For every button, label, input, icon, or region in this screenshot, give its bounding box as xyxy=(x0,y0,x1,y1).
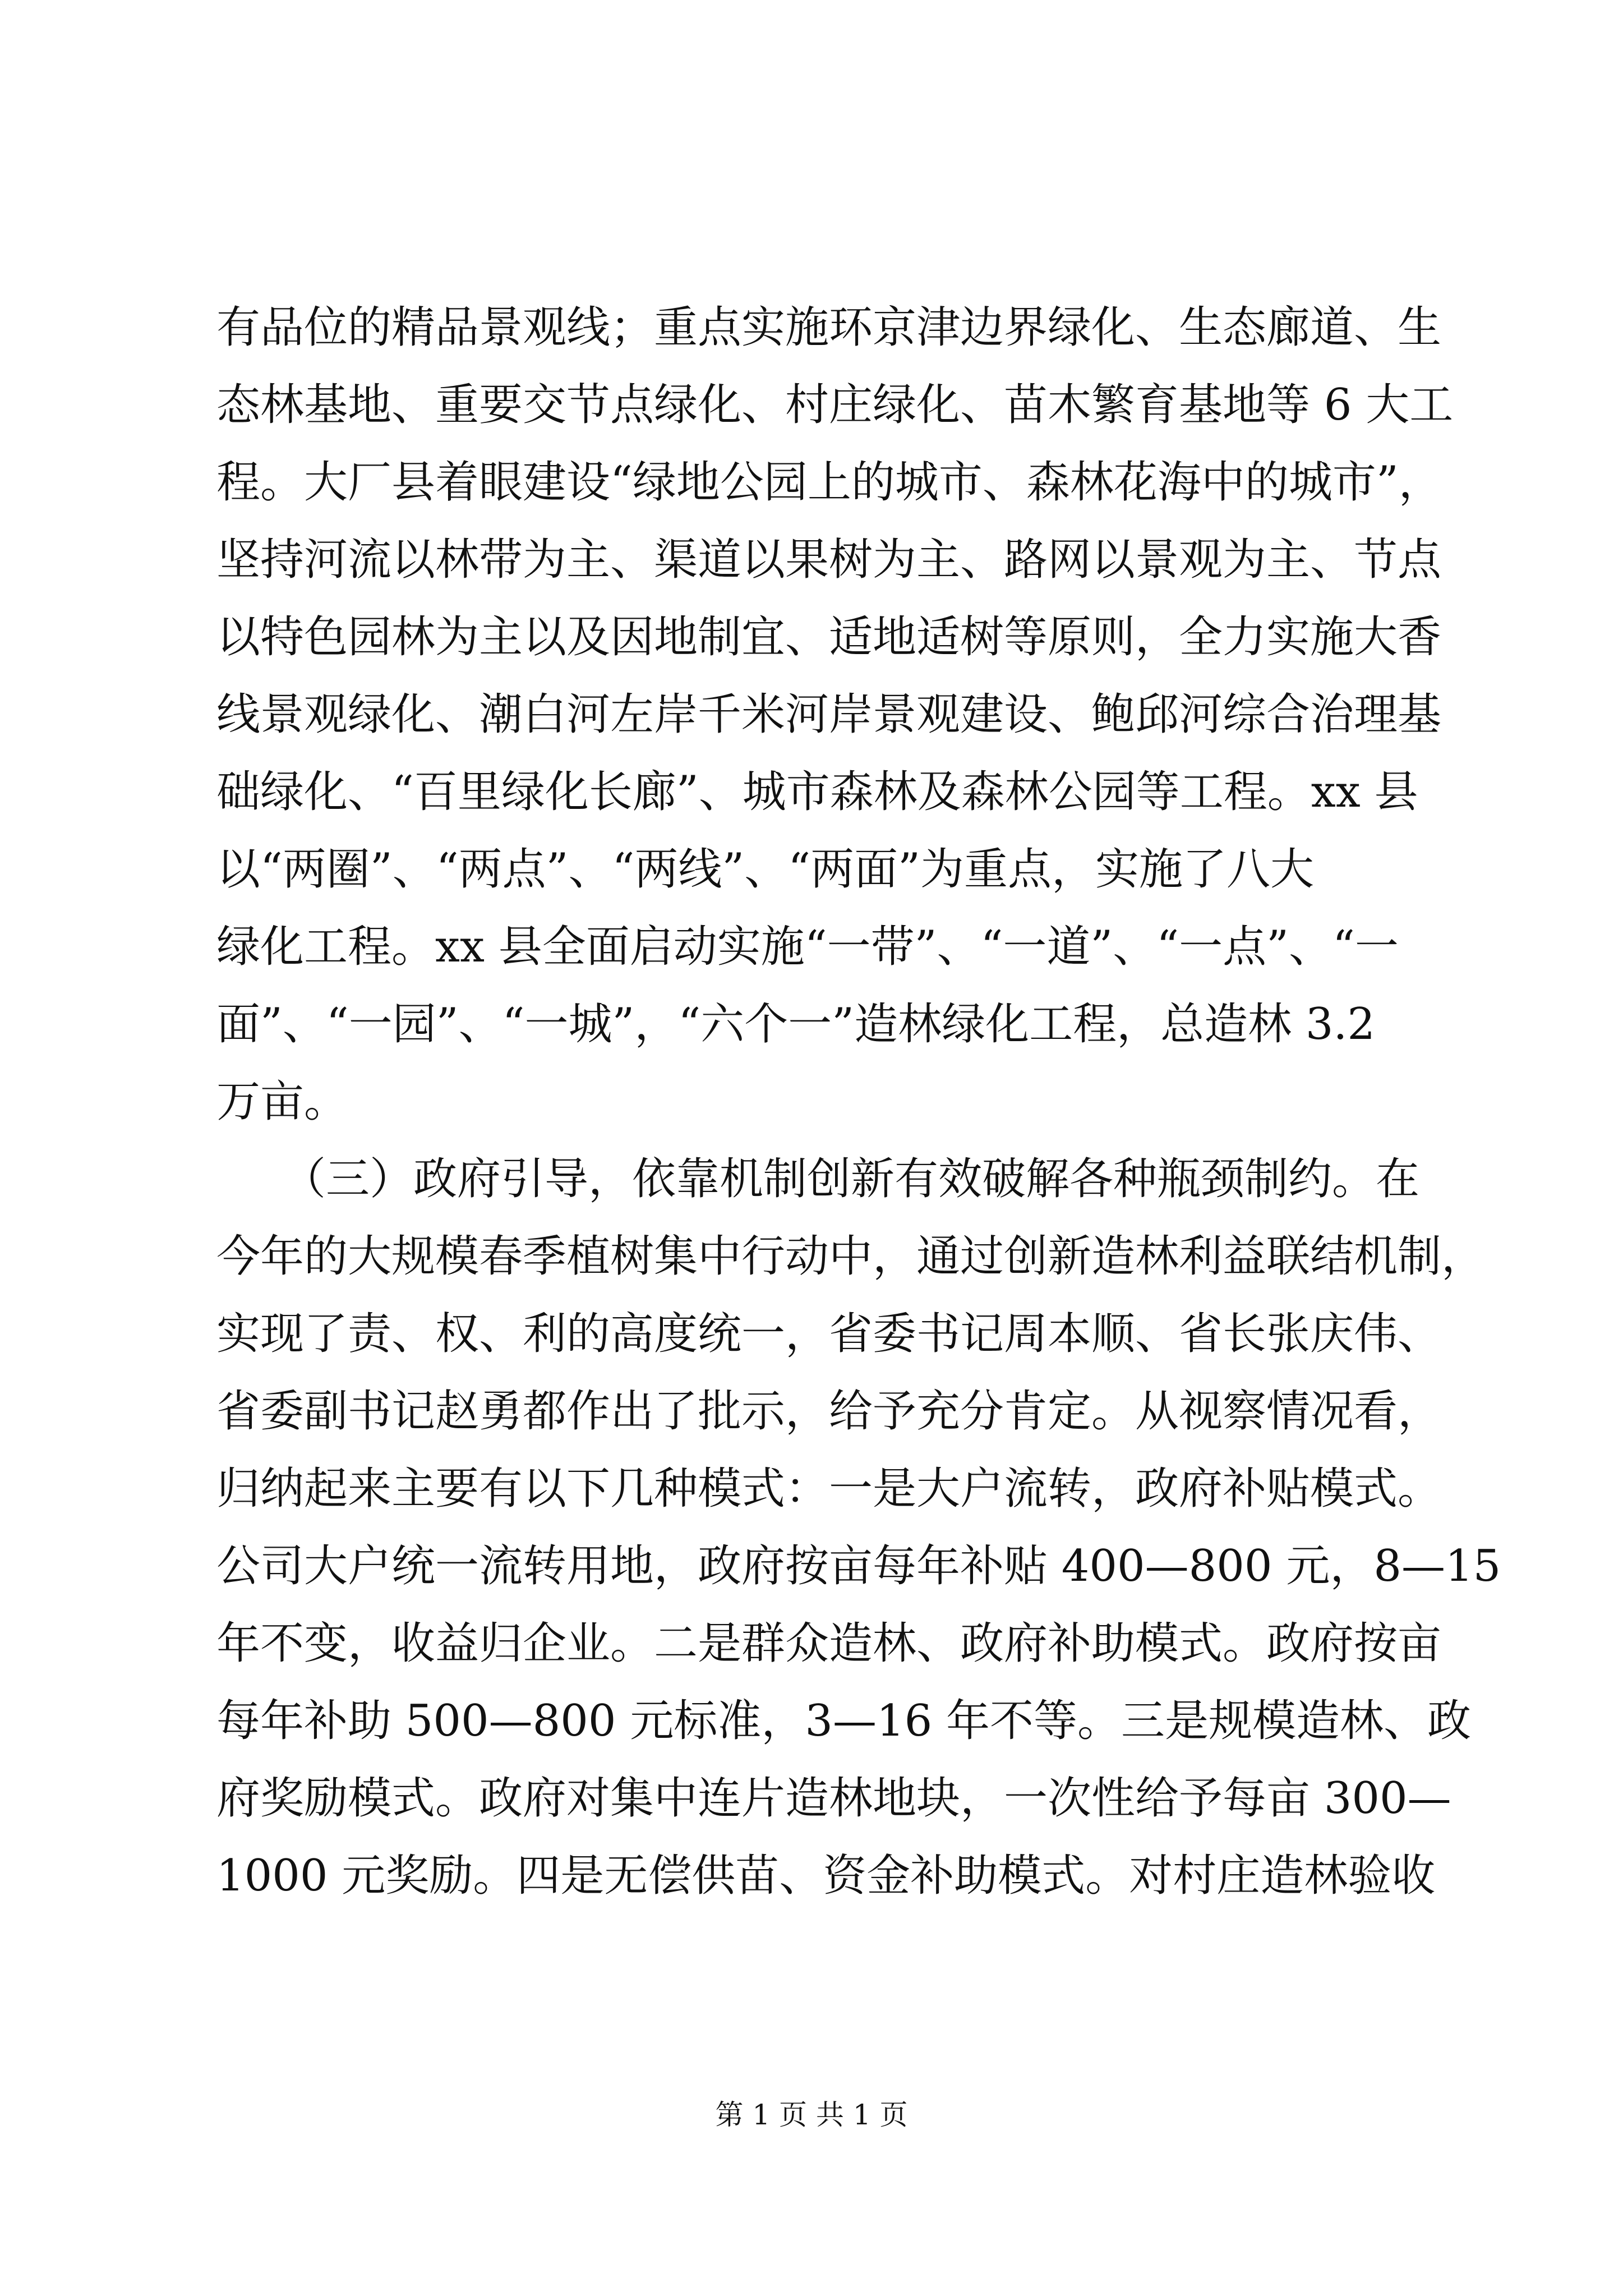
text-line: 万亩。 xyxy=(216,1076,348,1127)
text-line: 线景观绿化、潮白河左岸千米河岸景观建设、鲍邱河综合治理基 xyxy=(216,689,1442,740)
text-line: 府奖励模式。政府对集中连片造林地块，一次性给予每亩 300— xyxy=(216,1773,1451,1824)
text-line: 实现了责、权、利的高度统一，省委书记周本顺、省长张庆伟、 xyxy=(216,1309,1442,1359)
text-line: 以“两圈”、“两点”、“两线”、“两面”为重点，实施了八大 xyxy=(216,844,1315,895)
text-line: 年不变，收益归企业。二是群众造林、政府补助模式。政府按亩 xyxy=(216,1618,1442,1669)
text-line: 程。大厂县着眼建设“绿地公园上的城市、森林花海中的城市”， xyxy=(216,457,1442,508)
page-number-footer: 第 1 页 共 1 页 xyxy=(715,2099,908,2131)
document-body xyxy=(216,289,1501,1915)
text-line: 面”、“一园”、“一城”，“六个一”造林绿化工程，总造林 3.2 xyxy=(216,999,1375,1050)
text-line: 坚持河流以林带为主、渠道以果树为主、路网以景观为主、节点 xyxy=(216,535,1442,585)
text-line: 础绿化、“百里绿化长廊”、城市森林及森林公园等工程。xx 县 xyxy=(216,767,1418,817)
text-line: 绿化工程。xx 县全面启动实施“一带”、“一道”、“一点”、“一 xyxy=(216,922,1399,972)
paragraph-heading-line: （三）政府引导，依靠机制创新有效破解各种瓶颈制约。在 xyxy=(216,1154,1420,1204)
text-line: 今年的大规模春季植树集中行动中，通过创新造林利益联结机制， xyxy=(216,1231,1486,1282)
text-line: 归纳起来主要有以下几种模式：一是大户流转，政府补贴模式。 xyxy=(216,1464,1442,1514)
text-line: 每年补助 500—800 元标准，3—16 年不等。三是规模造林、政 xyxy=(216,1696,1472,1746)
text-line: 省委副书记赵勇都作出了批示，给予充分肯定。从视察情况看， xyxy=(216,1386,1442,1437)
text-line: 公司大户统一流转用地，政府按亩每年补贴 400—800 元，8—15 xyxy=(216,1541,1501,1591)
text-line: 1000 元奖励。四是无偿供苗、资金补助模式。对村庄造林验收 xyxy=(216,1851,1436,1901)
text-line: 态林基地、重要交节点绿化、村庄绿化、苗木繁育基地等 6 大工 xyxy=(216,380,1454,430)
text-line: 有品位的精品景观线；重点实施环京津边界绿化、生态廊道、生 xyxy=(216,302,1442,353)
text-line: 以特色园林为主以及因地制宜、适地适树等原则，全力实施大香 xyxy=(216,612,1442,662)
